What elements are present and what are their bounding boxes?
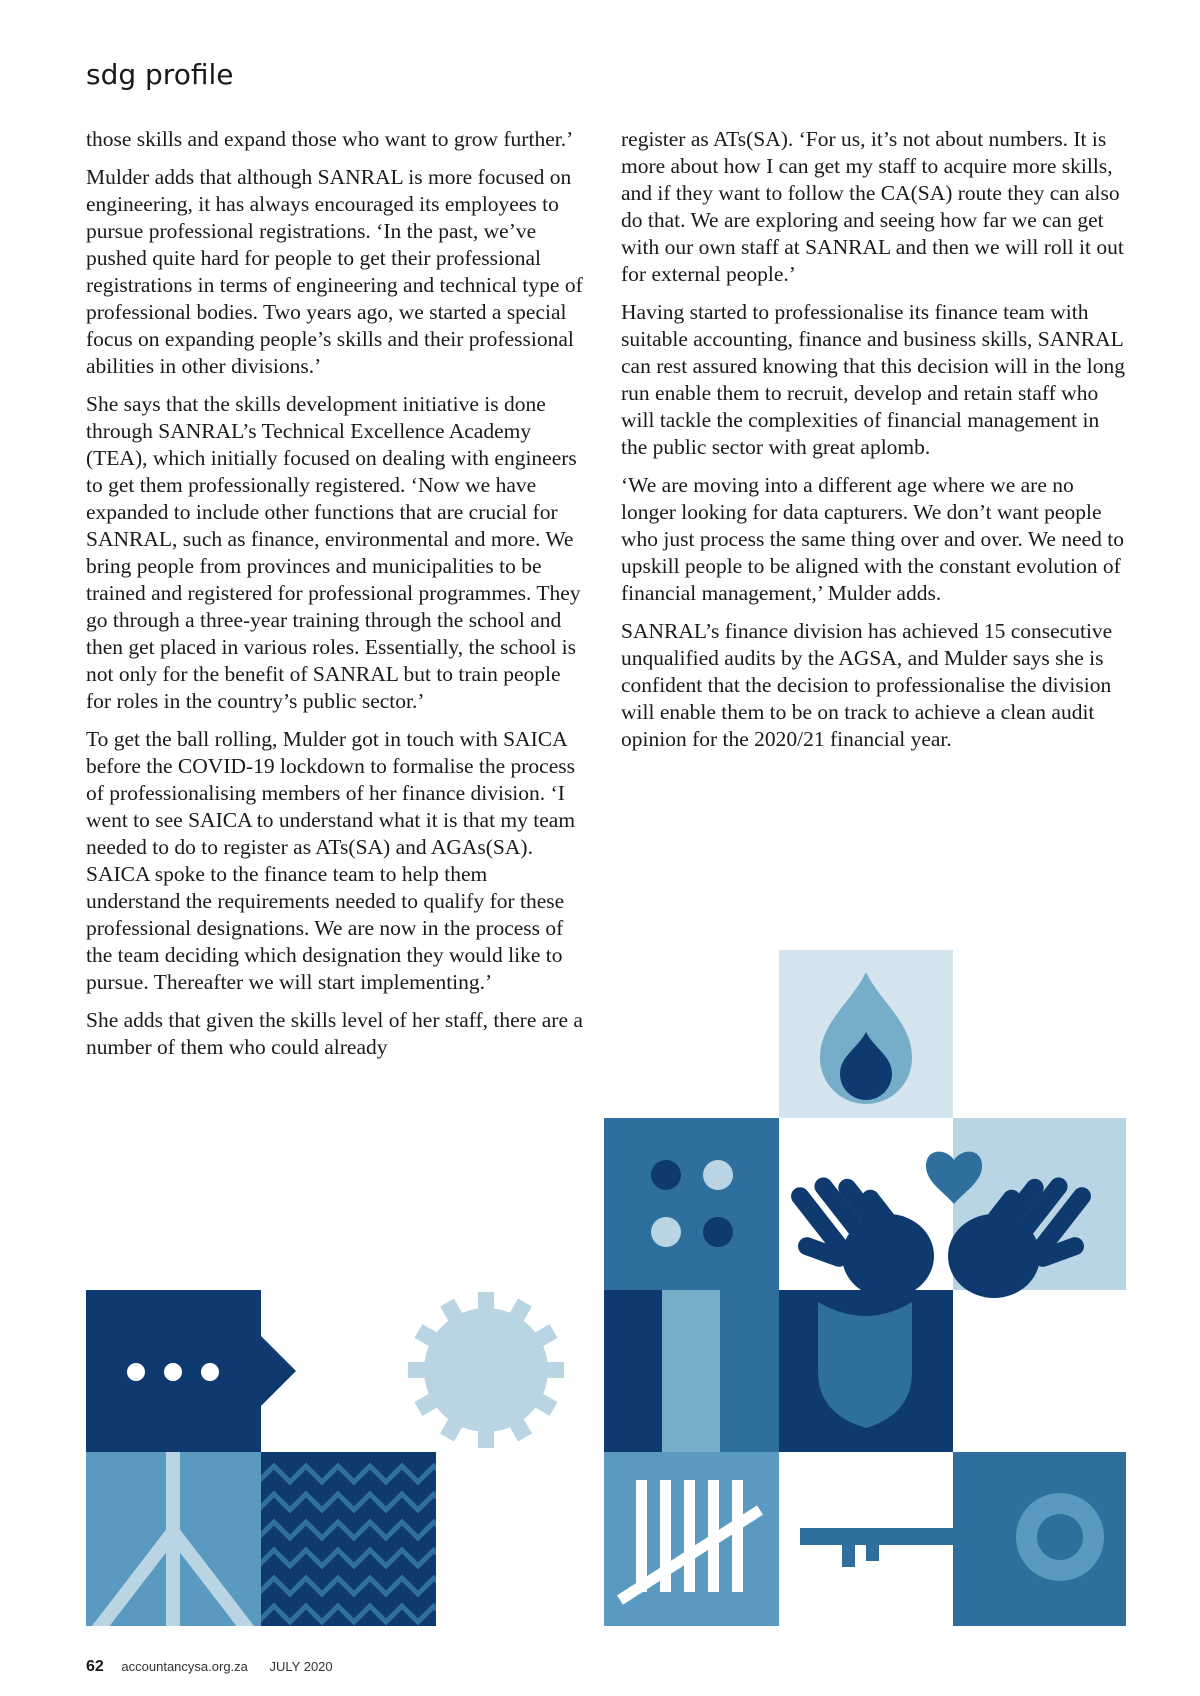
page-footer xyxy=(86,1658,333,1676)
caring-hands-icon xyxy=(787,1118,1126,1298)
speech-bubble-icon xyxy=(86,1290,296,1452)
paragraph: She says that the skills development initiative is done through SANRAL’s Technical Excellence Academy (TEA), which initially focused on dealing with engineers to get them professionally registered. ‘Now we have expanded to include other functions that are crucial for SANRAL, such as finance, environmental and more. We bring people from provinces and municipalities to be trained and registered for professional programmes. They go through a three-year training through the school and then get placed in various roles. Essentially, the school is not only for the benefit of SANRAL but to train people for roles in the country’s public sector.’ xyxy=(86,392,581,713)
shield-icon xyxy=(779,1290,953,1452)
left-hand-icon xyxy=(787,1174,934,1298)
stripes-icon xyxy=(604,1290,779,1452)
peace-icon xyxy=(86,1452,261,1640)
issue-date: JULY 2020 xyxy=(269,1659,333,1674)
paragraph: ‘We are moving into a different age where we are no longer looking for data capturers. We don’t want people who just process the same thing over and over. We need to upskill people to be aligned with the constant evolution of financial management,’ Mulder adds. xyxy=(621,473,1125,605)
paragraph: Mulder adds that although SANRAL is more focused on engineering, it has always encouraged its employees to pursue professional registrations. ‘In the past, we’ve pushed quite hard for people to get their professional registrations in terms of engineering and technical type of professional bodies. Two years ago, we started a special focus on expanding people’s skills and their professional abilities in other divisions.’ xyxy=(86,165,583,378)
water-drop-icon xyxy=(779,950,953,1118)
paragraph: those skills and expand those who want to grow further.’ xyxy=(86,127,574,151)
section-label: sdg profile xyxy=(86,58,234,91)
key-icon xyxy=(800,1452,1126,1626)
page-number: 62 xyxy=(86,1658,104,1675)
paragraph: She adds that given the skills level of her staff, there are a number of them who could already xyxy=(86,1008,583,1059)
water-waves-icon xyxy=(258,1452,450,1626)
sun-icon xyxy=(408,1292,564,1448)
paragraph: SANRAL’s finance division has achieved 15 consecutive unqualified audits by the AGSA, and Mulder says she is confident that the decision to professionalise the division will enable them to be on track to achieve a clean audit opinion for the 2020/21 financial year. xyxy=(621,619,1113,751)
dots-grid-icon xyxy=(604,1118,779,1290)
paragraph: Having started to professionalise its finance team with suitable accounting, finance and business skills, SANRAL can rest assured knowing that this decision will in the long run enable them to recruit, develop and retain staff who will tackle the complexities of financial management in the public sector with great aplomb. xyxy=(621,300,1125,459)
tally-marks-icon xyxy=(604,1452,779,1626)
paragraph: To get the ball rolling, Mulder got in touch with SAICA before the COVID-19 lockdown to formalise the process of professionalising members of her finance division. ‘I went to see SAICA to understand what it is that my team needed to do to register as ATs(SA) and AGAs(SA). SAICA spoke to the finance team to help them understand the requirements needed to qualify for these professional designations. We are now in the process of the team deciding which designation they would like to pursue. Thereafter we will start implementing.’ xyxy=(86,727,576,994)
website-link[interactable]: accountancysa.org.za xyxy=(121,1659,248,1674)
paragraph: register as ATs(SA). ‘For us, it’s not about numbers. It is more about how I can get my staff to acquire more skills, and if they want to follow the CA(SA) route they can also do that. We are exploring and seeing how far we can get with our own staff at SANRAL and then we will roll it out for external people.’ xyxy=(621,127,1124,286)
